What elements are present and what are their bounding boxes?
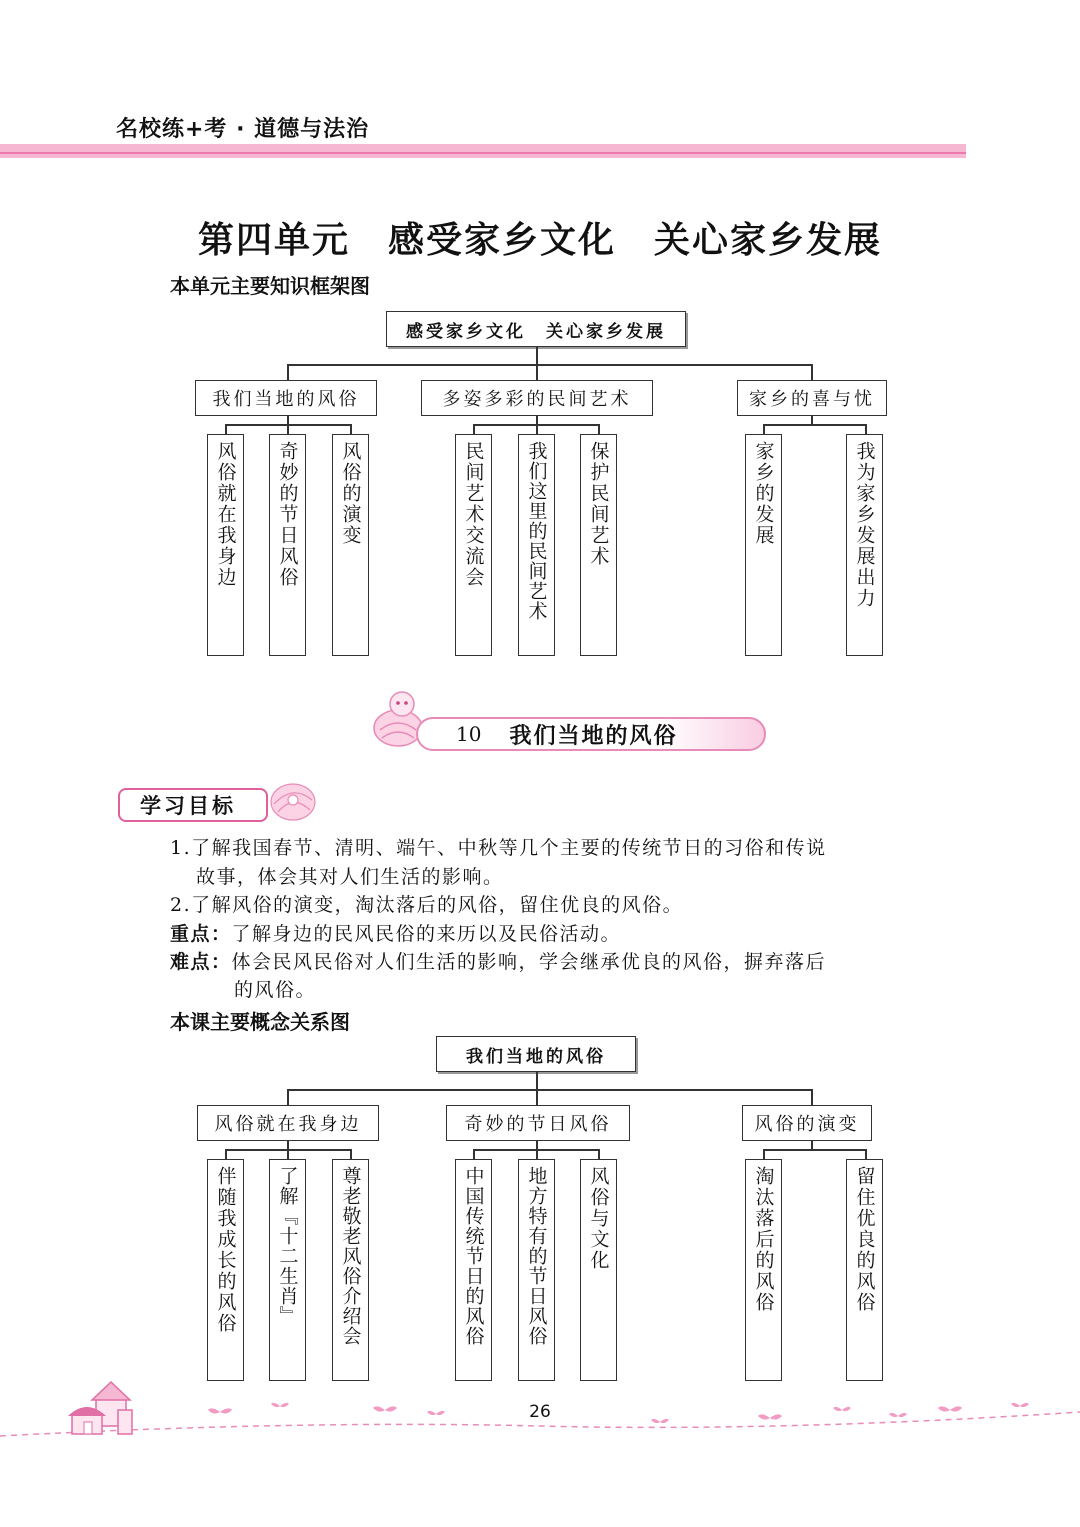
concept-root: 我们当地的风俗 — [436, 1036, 636, 1072]
connector — [536, 1089, 538, 1105]
difficult-point-label: 难点： — [170, 951, 232, 973]
connector — [536, 347, 538, 364]
connector — [536, 424, 538, 434]
learning-goals-tag: 学习目标 — [118, 788, 268, 822]
concept-leaf: 了解﹃十二生肖﹄ — [269, 1159, 306, 1381]
concept-leaf: 风俗与文化 — [580, 1159, 617, 1381]
connector — [473, 1149, 475, 1159]
difficult-point-text: 体会民风民俗对人们生活的影响，学会继承优良的风俗，摒弃落后 — [231, 951, 827, 973]
unit-title: 第四单元 感受家乡文化 关心家乡发展 — [197, 219, 882, 261]
key-point-label: 重点： — [170, 923, 232, 945]
lesson-number: 10 — [456, 722, 482, 746]
connector — [811, 416, 813, 424]
connector — [763, 1149, 765, 1159]
connector — [287, 1089, 811, 1091]
header-band-line — [0, 152, 966, 154]
connector — [865, 424, 867, 434]
connector — [598, 424, 600, 434]
goal-item-1-line-1: 1.了解我国春节、清明、端午、中秋等几个主要的传统节日的习俗和传说 — [170, 837, 827, 859]
connector — [536, 1072, 538, 1089]
concept-leaf: 留住优良的风俗 — [846, 1159, 883, 1381]
connector — [287, 1149, 289, 1159]
connector — [763, 424, 765, 434]
concept-map-label: 本课主要概念关系图 — [170, 1010, 350, 1034]
key-point — [170, 920, 621, 949]
concept-leaf: 地方特有的节日风俗 — [518, 1159, 555, 1381]
concept-leaf: 伴随我成长的风俗 — [207, 1159, 244, 1381]
concept-leaf: 中国传统节日的风俗 — [455, 1159, 492, 1381]
concept-leaf: 尊老敬老风俗介绍会 — [332, 1159, 369, 1381]
framework-root: 感受家乡文化 关心家乡发展 — [386, 311, 686, 347]
key-point-text: 了解身边的民风民俗的来历以及民俗活动。 — [231, 923, 622, 945]
lesson-title: 我们当地的风俗 — [509, 723, 678, 749]
concept-branch-3: 风俗的演变 — [742, 1105, 872, 1141]
connector — [287, 1141, 289, 1149]
concept-branch-1: 风俗就在我身边 — [197, 1105, 379, 1141]
connector — [287, 424, 289, 434]
framework-branch-1: 我们当地的风俗 — [195, 380, 377, 416]
framework-leaf: 家乡的发展 — [745, 434, 782, 656]
flower-icon — [266, 778, 320, 824]
connector — [865, 1149, 867, 1159]
framework-leaf: 我为家乡发展出力 — [846, 434, 883, 656]
connector — [287, 364, 811, 366]
connector — [287, 1089, 289, 1105]
lesson-banner — [416, 717, 766, 751]
connector — [473, 424, 475, 434]
framework-leaf: 风俗的演变 — [332, 434, 369, 656]
framework-label: 本单元主要知识框架图 — [170, 274, 370, 298]
connector — [536, 1149, 538, 1159]
framework-leaf: 保护民间艺术 — [580, 434, 617, 656]
goal-item-2: 2.了解风俗的演变，淘汰落后的风俗，留住优良的风俗。 — [170, 894, 684, 916]
connector — [350, 424, 352, 434]
connector — [811, 364, 813, 380]
framework-leaf: 风俗就在我身边 — [207, 434, 244, 656]
framework-leaf: 民间艺术交流会 — [455, 434, 492, 656]
connector — [287, 364, 289, 380]
connector — [225, 424, 227, 434]
connector — [763, 424, 865, 426]
page-number: 26 — [529, 1402, 551, 1422]
concept-branch-2: 奇妙的节日风俗 — [446, 1105, 630, 1141]
connector — [811, 1089, 813, 1105]
connector — [350, 1149, 352, 1159]
goal-item-1-line-2: 故事，体会其对人们生活的影响。 — [196, 866, 504, 888]
connector — [811, 1141, 813, 1149]
framework-branch-3: 家乡的喜与忧 — [737, 380, 887, 416]
connector — [536, 364, 538, 380]
framework-leaf: 奇妙的节日风俗 — [269, 434, 306, 656]
connector — [536, 416, 538, 424]
connector — [225, 1149, 227, 1159]
difficult-point-line-2: 的风俗。 — [234, 979, 317, 1001]
connector — [536, 1141, 538, 1149]
framework-leaf: 我们这里的民间艺术 — [518, 434, 555, 656]
framework-branch-2: 多姿多彩的民间艺术 — [421, 380, 653, 416]
connector — [598, 1149, 600, 1159]
header-band — [0, 144, 966, 158]
connector — [763, 1149, 865, 1151]
connector — [287, 416, 289, 424]
difficult-point — [170, 948, 826, 977]
concept-leaf: 淘汰落后的风俗 — [745, 1159, 782, 1381]
book-series-title: 名校练+考 · 道德与法治 — [116, 117, 370, 142]
